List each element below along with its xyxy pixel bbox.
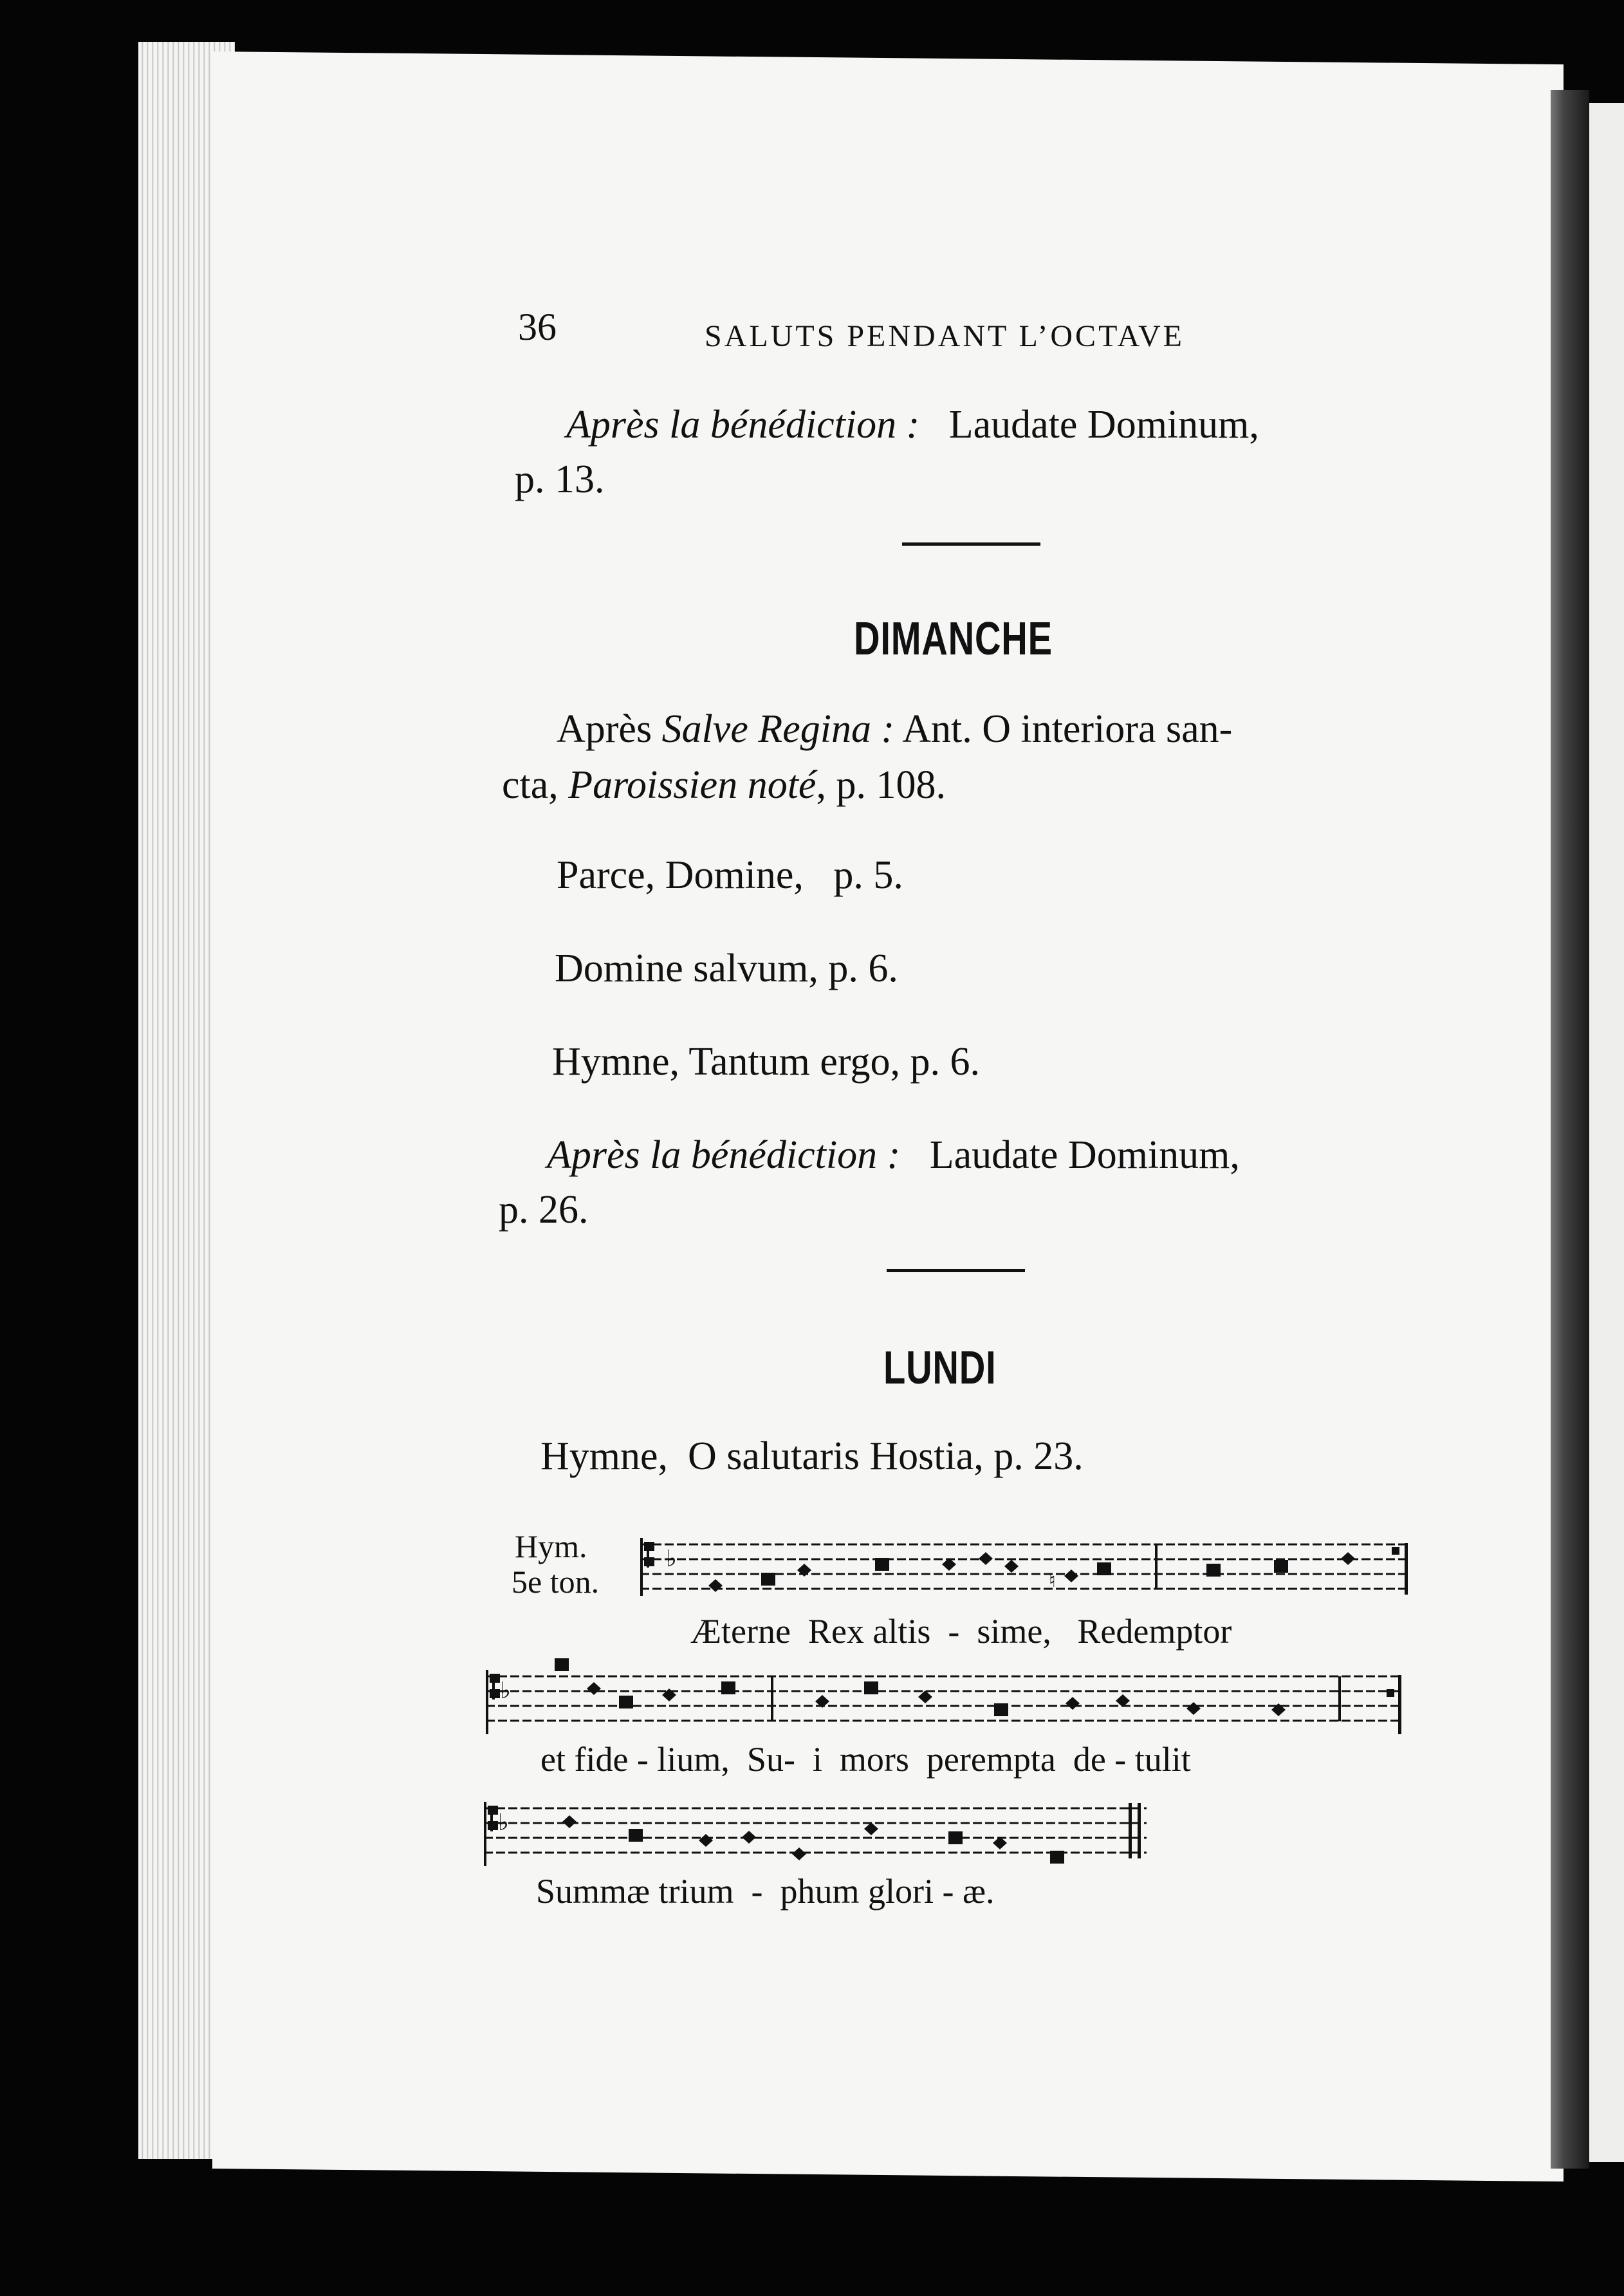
section-divider-1	[902, 542, 1040, 546]
chant-lyrics-3: Summæ trium - phum glori - æ.	[536, 1872, 995, 1911]
sunday-entry-5-text: Laudate Dominum,	[919, 1133, 1240, 1177]
page-number: 36	[518, 306, 557, 348]
chant-label-tone: 5e ton.	[512, 1564, 600, 1600]
sunday-entry-1-d: , p. 108.	[816, 763, 946, 807]
svg-text:♭: ♭	[500, 1678, 511, 1704]
sunday-entry-2: Parce, Domine, p. 5.	[557, 853, 903, 897]
sunday-entry-1-b: Ant. O interiora san-	[894, 707, 1233, 751]
sunday-entry-1-line-1	[557, 707, 1232, 752]
heading-dimanche: DIMANCHE	[854, 613, 1053, 665]
sunday-entry-1-italic: Salve Regina :	[661, 707, 895, 751]
sunday-entry-5-italic: Après la bénédiction :	[547, 1133, 901, 1177]
chant-label-hymn: Hym.	[515, 1528, 587, 1564]
sunday-entry-1-c: cta,	[502, 763, 569, 807]
chant-staff-2	[486, 1657, 1403, 1741]
running-title: SALUTS PENDANT L’OCTAVE	[705, 319, 1185, 353]
top-entry-continuation: p. 13.	[515, 458, 605, 501]
svg-text:♮: ♮	[1049, 1569, 1056, 1592]
svg-text:♭: ♭	[666, 1546, 677, 1572]
sunday-entry-1-a: Après	[557, 707, 662, 751]
top-entry-text: Laudate Dominum,	[939, 403, 1259, 447]
heading-lundi: LUNDI	[883, 1342, 997, 1394]
chant-staff-3	[484, 1795, 1153, 1873]
monday-entry-1: Hymne, O salutaris Hostia, p. 23.	[540, 1434, 1084, 1478]
sunday-entry-3: Domine salvum, p. 6.	[555, 947, 898, 990]
chant-lyrics-2: et fide - lium, Su- i mors perempta de - tulit	[540, 1740, 1191, 1779]
top-entry-line	[566, 402, 1259, 448]
top-entry-italic: Après la bénédiction :	[566, 403, 920, 447]
sunday-entry-5-continuation: p. 26.	[499, 1188, 589, 1232]
sunday-entry-1-line-2	[502, 763, 946, 808]
chant-lyrics-1: Æterne Rex altis - sime, Redemptor	[690, 1612, 1232, 1651]
sunday-entry-4: Hymne, Tantum ergo, p. 6.	[552, 1040, 980, 1084]
chant-staff-1	[640, 1538, 1409, 1609]
section-divider-2	[887, 1269, 1025, 1272]
sunday-entry-5-line-1	[547, 1133, 1240, 1178]
sunday-entry-1-italic-2: Paroissien noté	[568, 763, 817, 807]
svg-text:♭: ♭	[498, 1810, 509, 1836]
